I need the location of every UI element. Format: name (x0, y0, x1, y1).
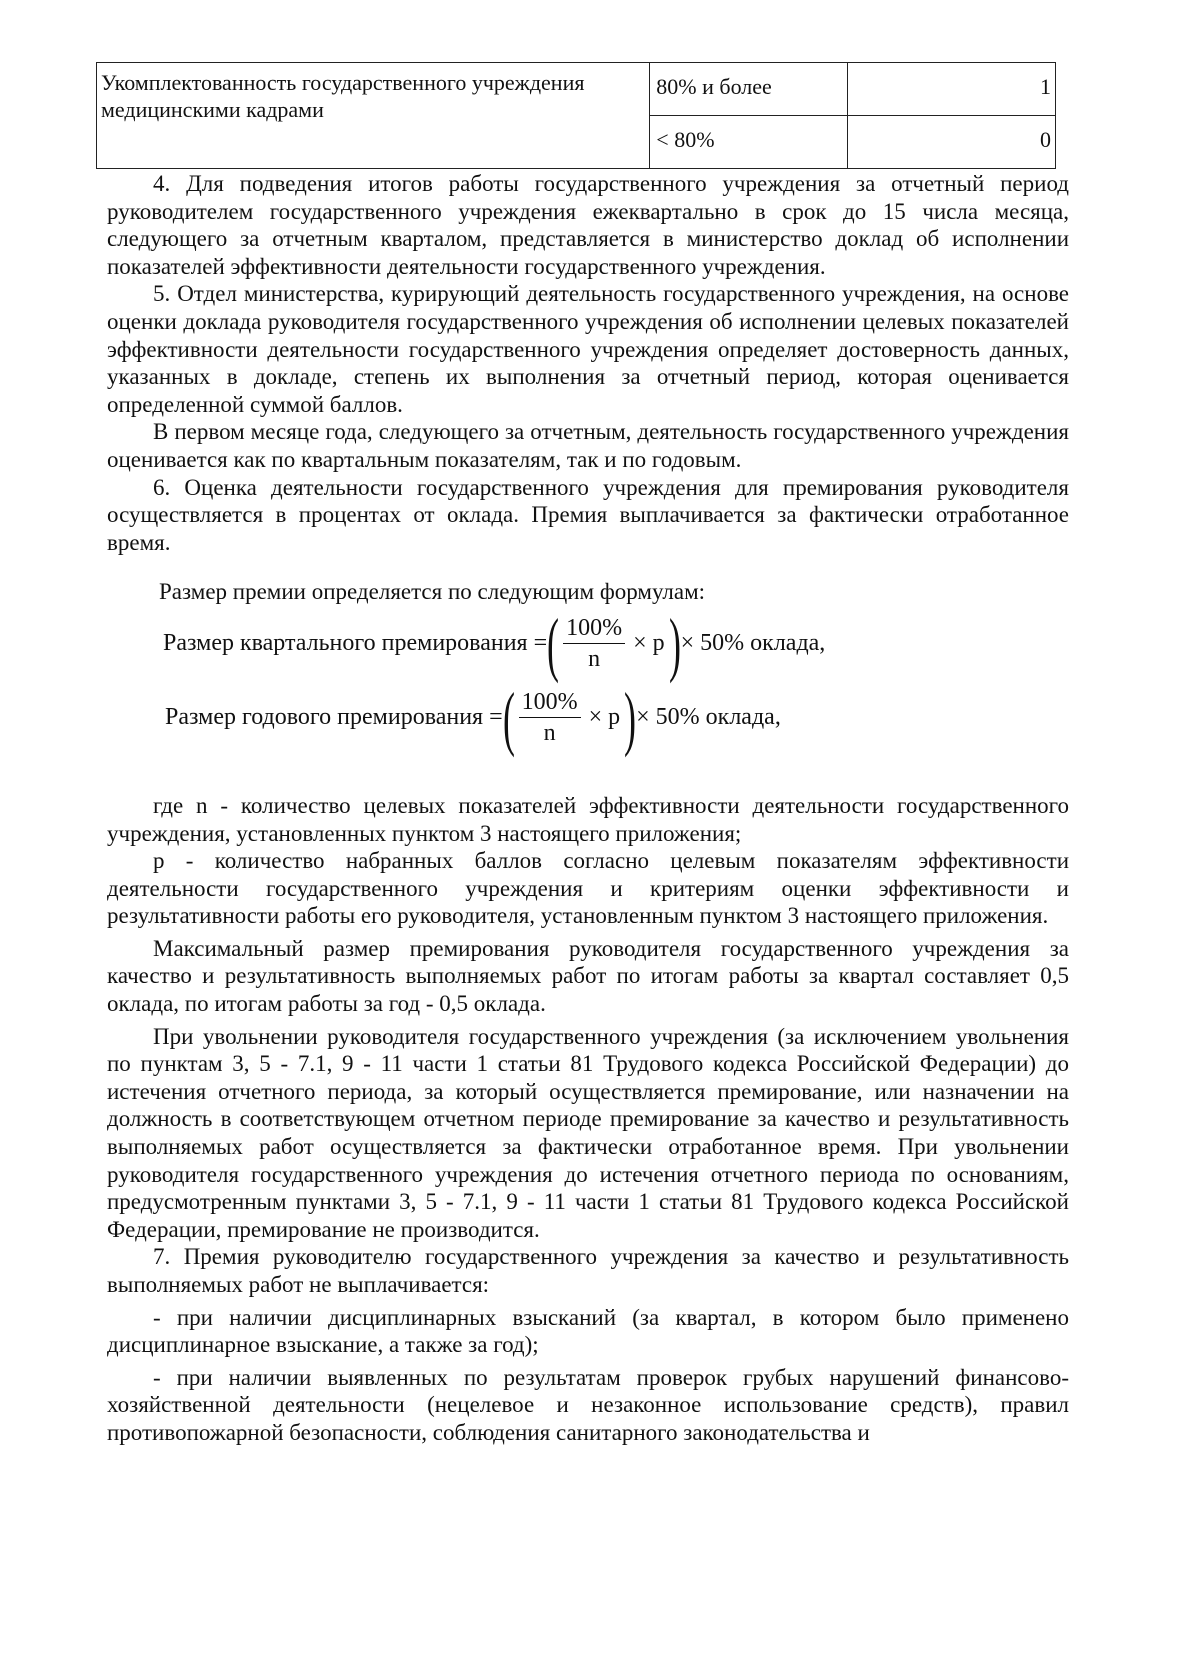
condition-cell: 80% и более (650, 63, 848, 116)
paragraph-5: 5. Отдел министерства, курирующий деятельность государственного учреждения, на основе оценки доклада руководителя государственного учреждения об исполнении целевых показателей эффективности деятельности государственного учреждения определяет достоверность данных, указанных в докладе, степень их выполнения за отчетный период, которая оценивается определенной суммой баллов. (107, 281, 1069, 417)
score-cell: 1 (848, 63, 1056, 116)
fraction (519, 687, 581, 748)
paragraph-6: 6. Оценка деятельности государственного учреждения для премирования руководителя осуществляется в процентах от оклада. Премия выплачивается за фактически отработанное время. (107, 474, 1069, 555)
fraction (563, 613, 625, 674)
fraction-denominator: n (588, 646, 601, 673)
formula-intro: Размер премии определяется по следующим формулам: (159, 579, 706, 605)
dismissal-paragraph: При увольнении руководителя государственного учреждения (за исключением увольнения по пунктам 3, 5 - 7.1, 9 - 11 части 1 статьи 81 Трудового кодекса Российской Федерации) до истечения отчетного периода, за который осуществляется премирование, или назначении на должность в соответствующем отчетном периоде премирование за качество и результативность выполняемых работ осуществляется за фактически отработанное время. При увольнении руководителя государственного учреждения до истечения отчетного периода по основаниям, предусмотренным пунктами 3, 5 - 7.1, 9 - 11 части 1 статьи 81 Трудового кодекса Российской Федерации, премирование не производится. (107, 1023, 1069, 1242)
left-paren: ( (502, 677, 515, 758)
criteria-table (96, 62, 1056, 169)
bullet-item: - при наличии дисциплинарных взысканий (за квартал, в котором было применено дисциплинарное взыскание, а также за год); (107, 1304, 1069, 1358)
annual-bonus-formula (165, 677, 1069, 758)
paragraph-5-continued: В первом месяце года, следующего за отчетным, деятельность государственного учреждения оценивается как по квартальным показателям, так и по годовым. (107, 419, 1069, 472)
fraction-numerator: 100% (519, 687, 581, 718)
document-body (107, 170, 1069, 1447)
left-paren: ( (547, 603, 560, 684)
formula-tail: × 50% оклада, (636, 704, 781, 731)
paragraph-7: 7. Премия руководителю государственного учреждения за качество и результативность выполняемых работ не выплачивается: (107, 1244, 1069, 1297)
quarterly-bonus-formula (163, 603, 1069, 684)
times-p: × p (588, 704, 621, 731)
bullet-item: - при наличии выявленных по результатам проверок грубых нарушений финансово-хозяйственной деятельности (нецелевое и незаконное использование средств), правил противопожарной безопасности, соблюдения санитарного законодательства и (107, 1364, 1069, 1445)
formula-label: Размер годового премирования = (165, 704, 503, 731)
definition-p: p - количество набранных баллов согласно целевым показателям эффективности деятельности государственного учреждения и критериям оценки эффективности и результативности работы его руководителя, установленным пунктом 3 настоящего приложения. (107, 848, 1069, 929)
paragraph-4: 4. Для подведения итогов работы государственного учреждения за отчетный период руководителем государственного учреждения ежеквартально в срок до 15 числа месяца, следующего за отчетным кварталом, представляется в министерство доклад об исполнении показателей эффективности деятельности государственного учреждения. (107, 171, 1069, 279)
condition-cell: < 80% (650, 116, 848, 169)
table-row (97, 63, 1056, 116)
definition-n: где n - количество целевых показателей эффективности деятельности государственного учреждения, установленных пунктом 3 настоящего приложения; (107, 792, 1069, 846)
right-paren: ) (624, 677, 637, 758)
fraction-denominator: n (543, 720, 556, 747)
times-p: × p (633, 630, 665, 657)
right-paren: ) (668, 603, 681, 684)
score-cell: 0 (848, 116, 1056, 169)
criterion-cell: Укомплектованность государственного учреждения медицинскими кадрами (97, 63, 650, 169)
fraction-numerator: 100% (563, 613, 625, 644)
formula-tail: × 50% оклада, (680, 630, 826, 657)
max-bonus-paragraph: Максимальный размер премирования руководителя государственного учреждения за качество и результативность выполняемых работ по итогам работы за квартал составляет 0,5 оклада, по итогам работы за год - 0,5 оклада. (107, 935, 1069, 1017)
formula-label: Размер квартального премирования = (163, 630, 548, 657)
